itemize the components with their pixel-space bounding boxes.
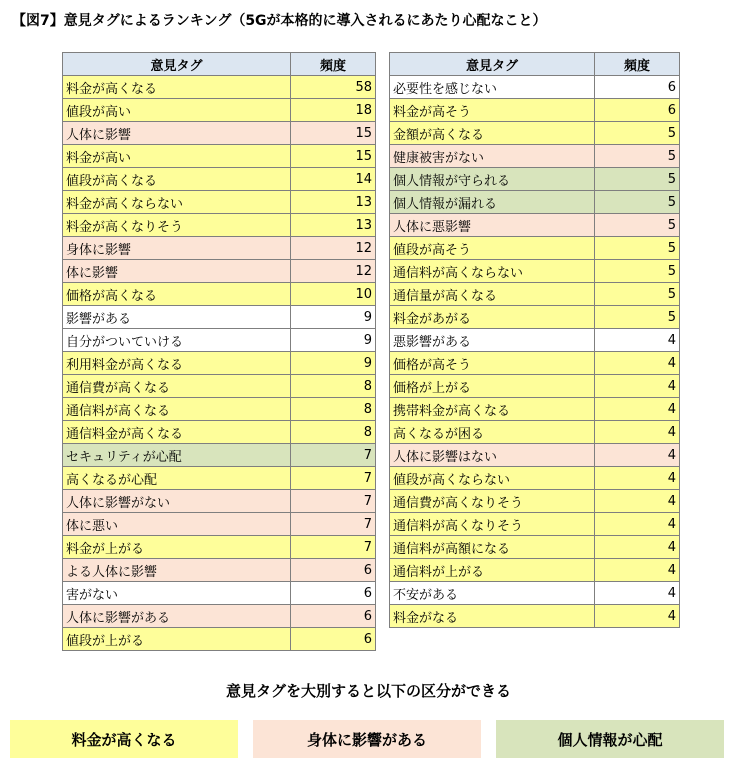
table-row [390,237,680,260]
tag-cell: 価格が高くなる [63,283,291,306]
table-row [63,352,376,375]
frequency-cell: 7 [291,444,376,467]
frequency-cell: 13 [291,191,376,214]
ranking-table-left [62,52,376,651]
header-tag: 意見タグ [63,53,291,76]
table-row [390,168,680,191]
frequency-cell: 9 [291,306,376,329]
figure-title: 【図7】意見タグによるランキング（5Gが本格的に導入されるにあたり心配なこと） [12,13,547,29]
tag-cell: 必要性を感じない [390,76,595,99]
table-row [390,490,680,513]
tag-cell: 人体に影響がない [63,490,291,513]
frequency-cell: 8 [291,398,376,421]
table-row [390,214,680,237]
table-row [63,421,376,444]
frequency-cell: 18 [291,99,376,122]
tag-cell: 通信費が高くなりそう [390,490,595,513]
tag-cell: 値段が高くなる [63,168,291,191]
frequency-cell: 58 [291,76,376,99]
frequency-cell: 6 [291,559,376,582]
frequency-cell: 4 [595,444,680,467]
frequency-cell: 5 [595,145,680,168]
frequency-cell: 9 [291,329,376,352]
frequency-cell: 13 [291,214,376,237]
frequency-cell: 5 [595,168,680,191]
tag-cell: 人体に影響はない [390,444,595,467]
table-row [390,536,680,559]
header-tag: 意見タグ [390,53,595,76]
frequency-cell: 15 [291,122,376,145]
tag-cell: 人体に影響 [63,122,291,145]
table-row [63,283,376,306]
table-row [390,559,680,582]
tag-cell: 通信料が高額になる [390,536,595,559]
table-row [63,375,376,398]
frequency-cell: 6 [291,605,376,628]
table-row [63,559,376,582]
tag-cell: 値段が高い [63,99,291,122]
tag-cell: よる人体に影響 [63,559,291,582]
header-frequency: 頻度 [595,53,680,76]
frequency-cell: 5 [595,260,680,283]
table-row [63,168,376,191]
table-row [63,122,376,145]
frequency-cell: 14 [291,168,376,191]
frequency-cell: 10 [291,283,376,306]
table-row [390,306,680,329]
tag-cell: 健康被害がない [390,145,595,168]
tag-cell: 個人情報が守られる [390,168,595,191]
table-row [390,191,680,214]
table-row [390,375,680,398]
legend-price-increase: 料金が高くなる [10,720,238,758]
table-row [390,145,680,168]
frequency-cell: 4 [595,329,680,352]
table-row [63,306,376,329]
frequency-cell: 4 [595,605,680,628]
table-row [390,122,680,145]
tag-cell: 価格が高そう [390,352,595,375]
table-row [63,260,376,283]
tag-cell: 影響がある [63,306,291,329]
legend-health-effect: 身体に影響がある [253,720,481,758]
frequency-cell: 5 [595,306,680,329]
tag-cell: 体に影響 [63,260,291,283]
frequency-cell: 6 [291,628,376,651]
table-row [390,467,680,490]
table-row [63,582,376,605]
frequency-cell: 5 [595,191,680,214]
frequency-cell: 5 [595,283,680,306]
tag-cell: 料金が高そう [390,99,595,122]
tag-cell: 通信費が高くなる [63,375,291,398]
table-row [63,513,376,536]
tag-cell: 悪影響がある [390,329,595,352]
tag-cell: 高くなるが困る [390,421,595,444]
tag-cell: 通信料が高くなる [63,398,291,421]
legend-privacy-concern: 個人情報が心配 [496,720,724,758]
frequency-cell: 5 [595,214,680,237]
table-row [390,605,680,628]
tag-cell: 人体に悪影響 [390,214,595,237]
table-row [390,99,680,122]
frequency-cell: 6 [595,99,680,122]
tag-cell: 値段が上がる [63,628,291,651]
frequency-cell: 7 [291,513,376,536]
header-frequency: 頻度 [291,53,376,76]
tag-cell: 人体に影響がある [63,605,291,628]
table-row [390,260,680,283]
tag-cell: 通信料が上がる [390,559,595,582]
table-row [390,398,680,421]
frequency-cell: 8 [291,421,376,444]
table-row [390,283,680,306]
frequency-cell: 4 [595,375,680,398]
tag-cell: 通信料が高くなりそう [390,513,595,536]
tag-cell: セキュリティが心配 [63,444,291,467]
table-row [390,76,680,99]
tag-cell: 価格が上がる [390,375,595,398]
tag-cell: 値段が高くならない [390,467,595,490]
frequency-cell: 5 [595,237,680,260]
table-row [63,214,376,237]
frequency-cell: 7 [291,490,376,513]
tag-cell: 通信量が高くなる [390,283,595,306]
tag-cell: 料金が高くなりそう [63,214,291,237]
frequency-cell: 4 [595,536,680,559]
frequency-cell: 4 [595,398,680,421]
tag-cell: 身体に影響 [63,237,291,260]
table-row [390,352,680,375]
table-row [390,421,680,444]
table-row [63,628,376,651]
frequency-cell: 12 [291,260,376,283]
table-row [63,76,376,99]
table-row [63,536,376,559]
frequency-cell: 4 [595,490,680,513]
table-row [63,99,376,122]
tag-cell: 値段が高そう [390,237,595,260]
frequency-cell: 6 [291,582,376,605]
tag-cell: 体に悪い [63,513,291,536]
tag-cell: 料金があがる [390,306,595,329]
table-row [390,329,680,352]
tag-cell: 不安がある [390,582,595,605]
table-row [390,582,680,605]
tag-cell: 通信料が高くならない [390,260,595,283]
tag-cell: 高くなるが心配 [63,467,291,490]
tag-cell: 料金が高くならない [63,191,291,214]
tag-cell: 料金が高い [63,145,291,168]
frequency-cell: 5 [595,122,680,145]
table-row [63,191,376,214]
frequency-cell: 4 [595,421,680,444]
frequency-cell: 4 [595,559,680,582]
frequency-cell: 12 [291,237,376,260]
frequency-cell: 15 [291,145,376,168]
table-row [390,513,680,536]
tag-cell: 個人情報が漏れる [390,191,595,214]
tag-cell: 料金が高くなる [63,76,291,99]
tag-cell: 携帯料金が高くなる [390,398,595,421]
tag-cell: 料金が上がる [63,536,291,559]
tag-cell: 利用料金が高くなる [63,352,291,375]
table-row [63,145,376,168]
table-row [63,398,376,421]
table-row [63,237,376,260]
table-row [390,444,680,467]
tag-cell: 自分がついていける [63,329,291,352]
frequency-cell: 8 [291,375,376,398]
table-row [63,605,376,628]
table-row [63,490,376,513]
frequency-cell: 4 [595,582,680,605]
frequency-cell: 7 [291,536,376,559]
tag-cell: 通信料金が高くなる [63,421,291,444]
table-header-row [390,53,680,76]
category-subtitle: 意見タグを大別すると以下の区分ができる [225,682,511,700]
tag-cell: 金額が高くなる [390,122,595,145]
frequency-cell: 4 [595,513,680,536]
table-row [63,467,376,490]
tag-cell: 害がない [63,582,291,605]
table-row [63,444,376,467]
frequency-cell: 6 [595,76,680,99]
frequency-cell: 9 [291,352,376,375]
frequency-cell: 7 [291,467,376,490]
ranking-table-right [389,52,680,628]
table-header-row [63,53,376,76]
table-row [63,329,376,352]
frequency-cell: 4 [595,467,680,490]
tag-cell: 料金がなる [390,605,595,628]
frequency-cell: 4 [595,352,680,375]
